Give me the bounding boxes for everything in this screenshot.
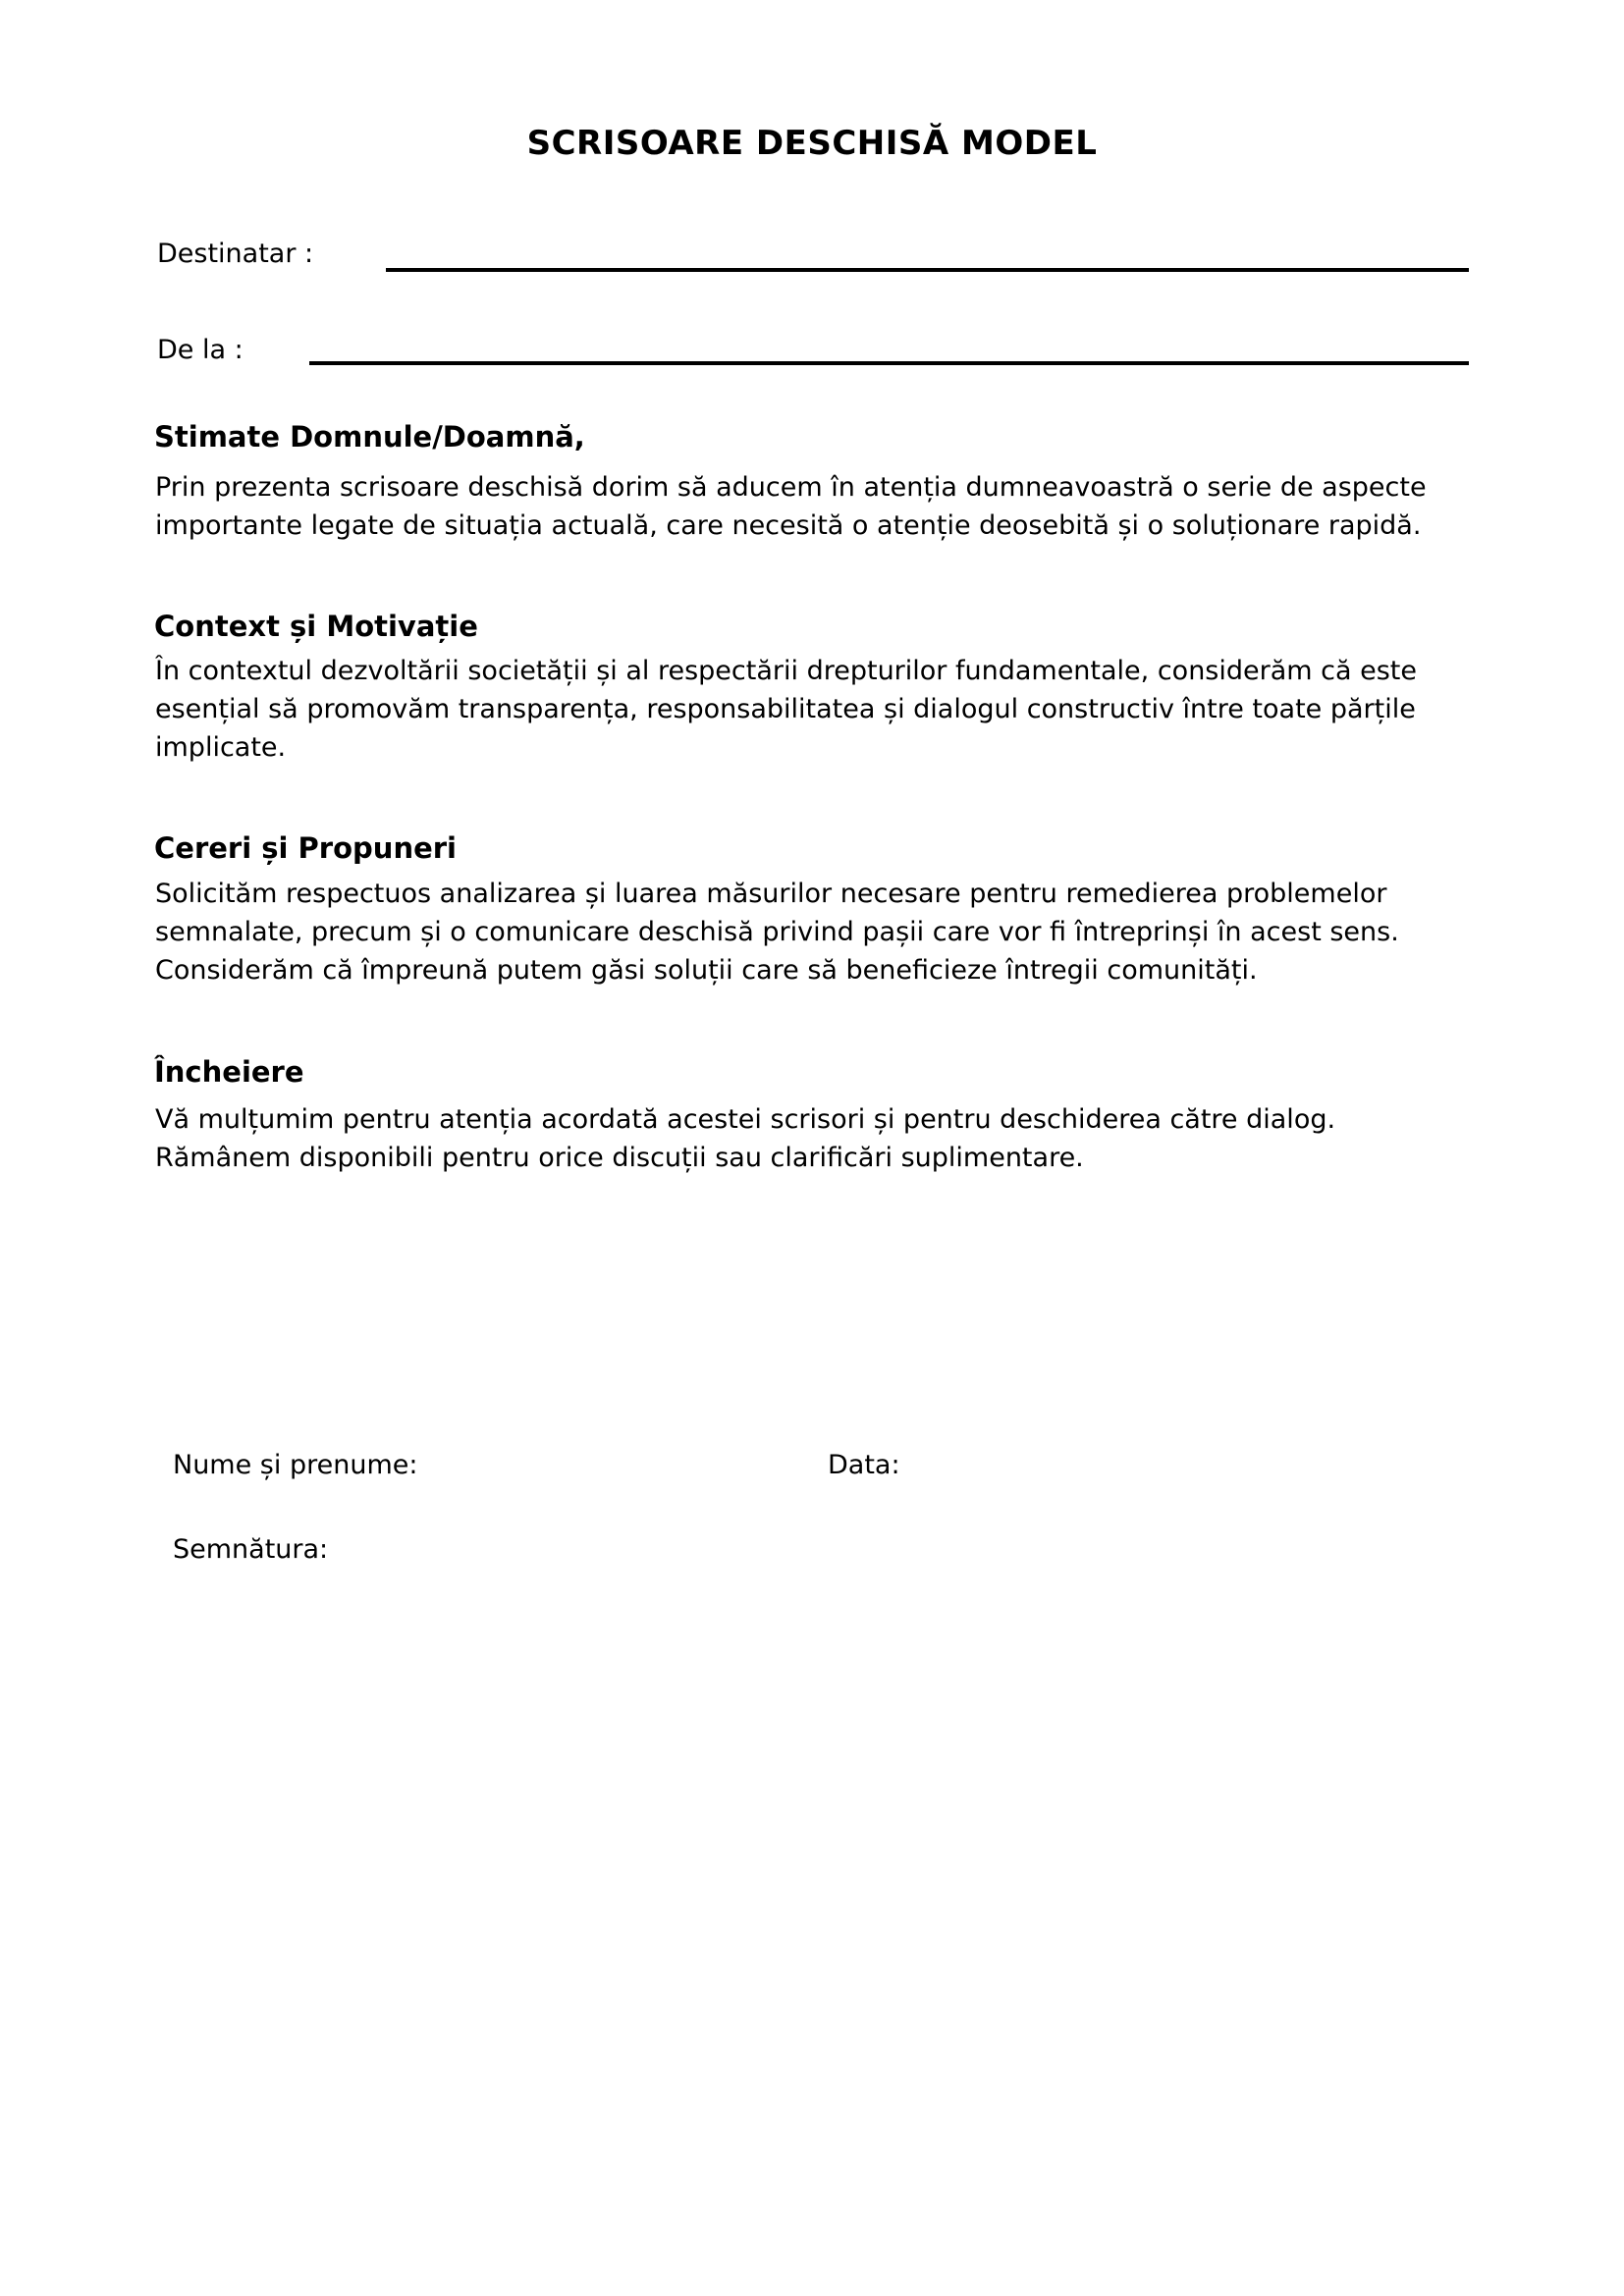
signature-label: Semnătura: — [173, 1534, 329, 1565]
section-paragraph-context — [155, 652, 1417, 767]
recipient-blank-field-line[interactable] — [386, 268, 1469, 272]
section-paragraph-cereri — [155, 875, 1399, 989]
document-title: SCRISOARE DESCHISĂ MODEL — [526, 124, 1098, 163]
paragraph-line: semnalate, precum și o comunicare deschisă privind pașii care vor fi întreprinși în acest sens. — [155, 917, 1399, 947]
sender-blank-field-line[interactable] — [309, 361, 1469, 365]
salutation-heading: Stimate Domnule/Doamnă, — [154, 420, 585, 454]
paragraph-line: Rămânem disponibili pentru orice discuții sau clarificări suplimentare. — [155, 1143, 1084, 1173]
section-heading-context: Context și Motivație — [154, 610, 478, 643]
section-paragraph-incheiere — [155, 1100, 1335, 1177]
paragraph-line: Solicităm respectuos analizarea și luarea măsurilor necesare pentru remedierea problemelor — [155, 879, 1387, 909]
date-label: Data: — [828, 1450, 900, 1480]
paragraph-line: Vă mulțumim pentru atenția acordată acestei scrisori și pentru deschiderea către dialog. — [155, 1104, 1336, 1135]
recipient-label: Destinatar : — [157, 239, 314, 269]
name-label: Nume și prenume: — [173, 1450, 418, 1480]
section-heading-incheiere: Încheiere — [154, 1055, 304, 1089]
paragraph-line: implicate. — [155, 732, 287, 763]
section-heading-cereri: Cereri și Propuneri — [154, 831, 457, 865]
paragraph-line: În contextul dezvoltării societății și al respectării drepturilor fundamentale, considerăm că este — [155, 656, 1418, 686]
paragraph-line: Prin prezenta scrisoare deschisă dorim să aducem în atenția dumneavoastră o serie de aspecte — [155, 472, 1427, 503]
sender-label: De la : — [157, 335, 244, 365]
paragraph-line: importante legate de situația actuală, care necesită o atenție deosebită și o soluționare rapidă. — [155, 510, 1422, 541]
paragraph-line: Considerăm că împreună putem găsi soluții care să beneficieze întregii comunități. — [155, 955, 1258, 986]
paragraph-line: esențial să promovăm transparența, responsabilitatea și dialogul constructiv între toate părțile — [155, 694, 1416, 724]
salutation-paragraph — [155, 468, 1427, 545]
